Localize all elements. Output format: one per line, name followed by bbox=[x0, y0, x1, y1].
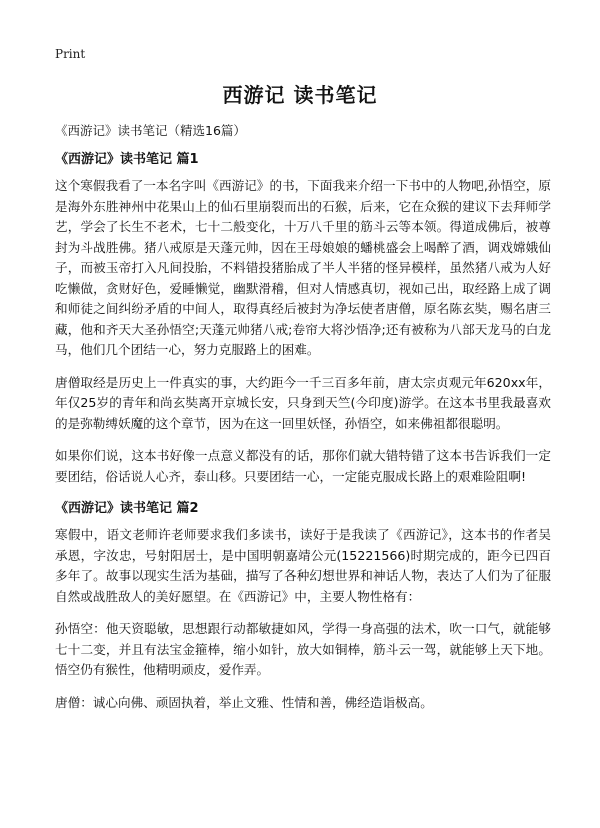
document-subtitle: 《西游记》读书笔记（精选16篇） bbox=[55, 123, 246, 138]
paragraph: 孙悟空：他天资聪敏，思想跟行动都敏捷如风，学得一身高强的法术，吹一口气，就能够七十二变，并且有法宝金箍棒，缩小如针，放大如铜棒，筋斗云一驾，就能够上天下地。悟空仍有猴性，他精明顽皮，爱作弄。 bbox=[55, 621, 551, 677]
section-heading: 《西游记》读书笔记 篇2 bbox=[55, 501, 199, 516]
section-heading: 《西游记》读书笔记 篇1 bbox=[55, 152, 199, 167]
print-link[interactable]: Print bbox=[55, 47, 86, 61]
paragraph: 寒假中，语文老师许老师要求我们多读书，读好于是我读了《西游记》，这本书的作者吴承恩，字汝忠，号射阳居士，是中国明朝嘉靖公元(15221566)时期完成的，距今已四百多年了。故事以现实生活为基础，描写了各种幻想世界和神话人物，表达了人们为了征服自然或战胜敌人的美好愿望。在《西游记》中，主要人物性格有： bbox=[55, 527, 551, 604]
paragraph: 唐僧取经是历史上一件真实的事，大约距今一千三百多年前，唐太宗贞观元年620xx年，年仅25岁的青年和尚玄奘离开京城长安，只身到天竺(今印度)游学。在这本书里我最喜欢的是弥勒缚妖魔的这个章节，因为在这一回里妖怪，孙悟空，如来佛祖都很聪明。 bbox=[55, 374, 551, 431]
paragraph: 唐僧：诚心向佛、顽固执着，举止文雅、性情和善，佛经造诣极高。 bbox=[55, 694, 433, 710]
page-title: 西游记 读书笔记 bbox=[222, 83, 378, 107]
paragraph: 这个寒假我看了一本名字叫《西游记》的书，下面我来介绍一下书中的人物吧,孙悟空，原是海外东胜神州中花果山上的仙石里崩裂而出的石猴，后来，它在众猴的建议下去拜师学艺，学会了长生不老术，七十二般变化，十万八千里的筋斗云等本领。得道成佛后，被尊封为斗战胜佛。猪八戒原是天蓬元帅，因在王母娘娘的蟠桃盛会上喝醉了酒，调戏嫦娥仙子，而被玉帝打入凡间投胎，不料错投猪胎成了半人半猪的怪异模样，虽然猪八戒为人好吃懒做，贪财好色，爱睡懒觉，幽默滑稽，但对人情感真切，视如己出，取经路上成了调和师徒之间纠纷矛盾的中间人，取得真经后被封为净坛使者唐僧，原名陈玄奘，赐名唐三藏，他和齐天大圣孙悟空;天蓬元帅猪八戒;卷帘大将沙悟净;还有被称为八部天龙马的白龙马，他们几个团结一心，努力克服路上的困难。 bbox=[55, 178, 551, 357]
article-body bbox=[55, 150, 551, 725]
paragraph: 如果你们说，这本书好像一点意义都没有的话，那你们就大错特错了这本书告诉我们一定要团结，俗话说人心齐，泰山移。只要团结一心，一定能克服成长路上的艰难险阻啊! bbox=[55, 448, 551, 484]
